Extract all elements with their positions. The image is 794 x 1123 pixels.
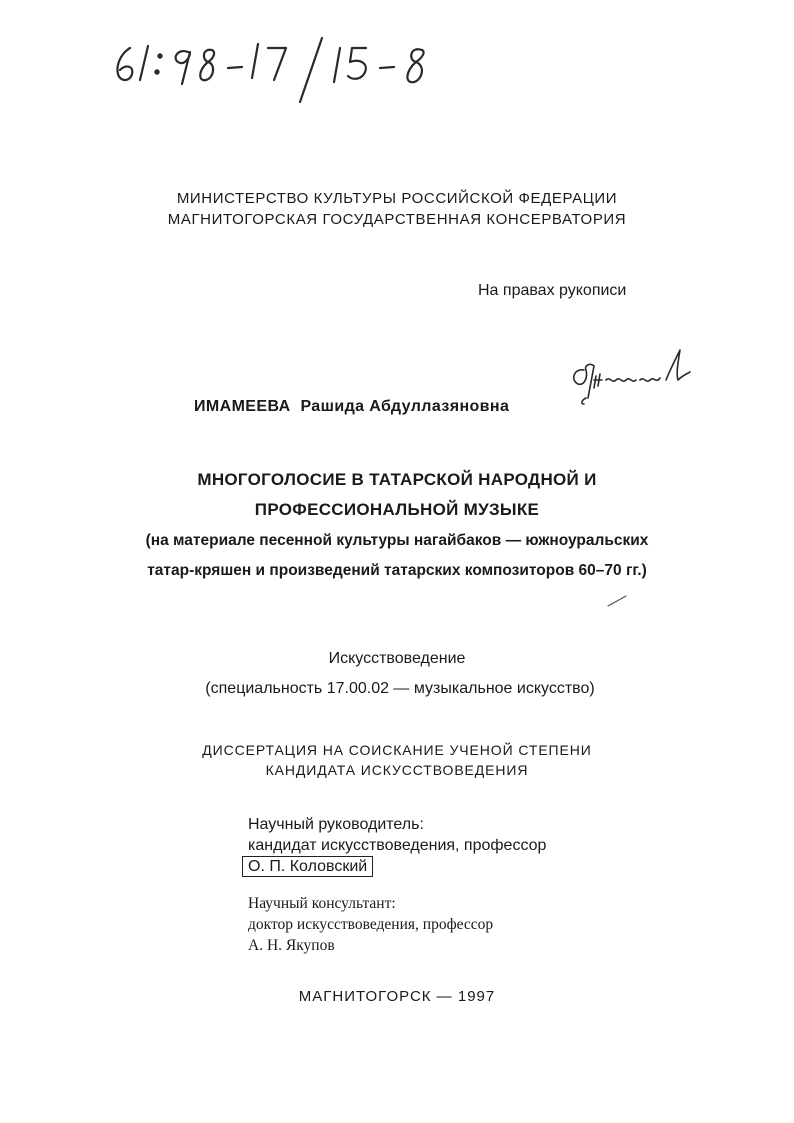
consultant-name: А. Н. Якупов [248, 937, 335, 954]
author-surname: ИМАМЕЕВА [194, 398, 291, 415]
field-name: Искусствоведение [328, 650, 466, 667]
subtitle-line-2: татар-кряшен и произведений татарских композиторов 60–70 гг.) [147, 562, 647, 579]
rights-note: На правах рукописи [478, 282, 627, 299]
dissertation-subtitle [0, 526, 794, 586]
signature-image [566, 340, 696, 410]
header-block [0, 188, 794, 230]
degree-block [0, 740, 794, 780]
pen-mark [606, 594, 630, 608]
author-name [194, 398, 509, 416]
consultant-credentials: доктор искусствоведения, профессор [248, 916, 494, 933]
city-year: МАГНИТОГОРСК — 1997 [298, 988, 496, 1005]
degree-line-1: ДИССЕРТАЦИЯ НА СОИСКАНИЕ УЧЕНОЙ СТЕПЕНИ [202, 742, 592, 758]
subtitle-line-1: (на материале песенной культуры нагайбаков — южноуральских [145, 532, 649, 549]
title-line-2: ПРОФЕССИОНАЛЬНОЙ МУЗЫКЕ [254, 500, 540, 519]
consultant-block [248, 893, 493, 956]
ministry-name: МИНИСТЕРСТВО КУЛЬТУРЫ РОССИЙСКОЙ ФЕДЕРАЦИИ [176, 190, 618, 207]
dissertation-title [0, 465, 794, 525]
specialty-line: (специальность 17.00.02 — музыкальное искусство) [205, 680, 595, 697]
supervisor-credentials: кандидат искусствоведения, профессор [248, 837, 547, 854]
consultant-role: Научный консультант: [248, 895, 396, 912]
degree-line-2: КАНДИДАТА ИСКУССТВОВЕДЕНИЯ [265, 762, 529, 778]
supervisor-name: О. П. Коловский [242, 856, 373, 877]
supervisor-block [248, 814, 546, 877]
institution-name: МАГНИТОГОРСКАЯ ГОСУДАРСТВЕННАЯ КОНСЕРВАТОРИЯ [167, 211, 627, 228]
handwritten-archive-code [108, 30, 468, 110]
supervisor-role: Научный руководитель: [248, 816, 424, 833]
field-block [0, 644, 794, 674]
title-line-1: МНОГОГОЛОСИЕ В ТАТАРСКОЙ НАРОДНОЙ И [197, 470, 597, 489]
author-given-names: Рашида Абдуллазяновна [300, 398, 510, 415]
